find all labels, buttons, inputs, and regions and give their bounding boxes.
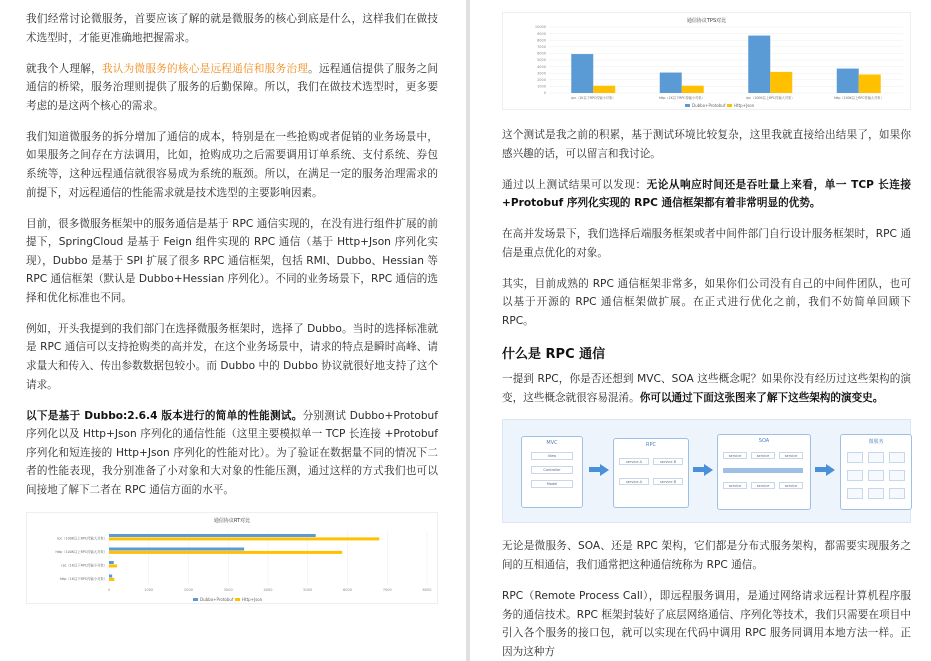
paragraph [26, 60, 438, 116]
paragraph: 无论是微服务、SOA、还是 RPC 架构，它们都是分布式服务架构，都需要实现服务之间的互相通信，我们通常把这种通信统称为 RPC 通信。 [502, 540, 911, 572]
category-label: http（100K以上RPC传输大对象） [833, 96, 884, 100]
soa-service: service [723, 452, 747, 459]
chart-title: 通信协议TPS对比 [686, 18, 727, 24]
category-label: rpc（1K以下RPC传输小对象） [61, 563, 107, 568]
rpc-box [613, 438, 689, 508]
category-label: rpc（1K以下RPC传输小对象） [571, 96, 616, 100]
architecture-diagram [502, 419, 911, 523]
paragraph [26, 407, 438, 500]
legend-label: Http+Json [734, 103, 755, 108]
paragraph [502, 176, 911, 213]
category-label: rpc（100K以上RPC传输大对象） [746, 96, 795, 100]
tick-label: 6000 [537, 51, 546, 56]
bar [109, 548, 244, 551]
soa-service: service [751, 452, 775, 459]
soa-title: SOA [758, 438, 770, 445]
soa-bus [723, 468, 803, 473]
text: 通过以上测试结果可以发现： [502, 178, 647, 191]
paragraph: 在高并发场景下，我们选择后端服务框架或者中间件部门自行设计服务框架时，RPC 通信是重点优化的对象。 [502, 228, 911, 259]
bar [109, 575, 112, 578]
text: 就我个人理解， [26, 62, 102, 75]
tick-label: 4000 [263, 588, 273, 592]
rpc-service: service A [619, 458, 649, 465]
paragraph: 我们知道微服务的拆分增加了通信的成本，特别是在一些抢购或者促销的业务场景中，如果服务之间存在方法调用，比如，抢购成功之后需要调用订单系统、支付系统、券包系统等，这种远程通信就很容易成为系统的瓶颈。所以，在满足一定的服务治理需求的前提下，对远程通信的性能需求就是技术选型的主要影响因素。 [26, 130, 438, 199]
right-page [470, 0, 931, 661]
tick-label: 7000 [382, 588, 392, 592]
bar [660, 73, 682, 93]
bold-text: 你可以通过下面这张图来了解下这些架构的演变史。 [639, 391, 884, 404]
tick-label: 7000 [537, 45, 546, 49]
chart-title: 通信协议RT对比 [213, 518, 251, 524]
paragraph [502, 370, 911, 407]
category-label: http（1K以下RPC传输小对象） [658, 96, 705, 100]
paragraph: 我们经常讨论微服务，首要应该了解的就是微服务的核心到底是什么，这样我们在做技术选型时，才能更准确地把握需求。 [26, 13, 438, 44]
legend-swatch [685, 104, 690, 107]
tick-label: 4000 [537, 64, 546, 69]
soa-service: service [779, 482, 803, 489]
tick-label: 1000 [537, 84, 546, 89]
bar [109, 578, 114, 581]
paragraph: RPC（Remote Process Call），即远程服务调用，是通过网络请求远程计算机程序服务的通信技术。RPC 框架封装好了底层网络通信、序列化等技术，我们只需要在项目中引入各个服务的接口包，就可以实现在代码中调用 RPC 服务同调用本地方法一样。正因为这种方 [502, 590, 911, 658]
bar [571, 54, 593, 93]
soa-service: service [751, 482, 775, 489]
mvc-controller: Controller [531, 466, 573, 474]
microservice-node [868, 488, 884, 499]
legend-label: Dubbo+Protobuf [692, 103, 726, 108]
text: 分别测试 Dubbo+Protobuf 序列化以及 Http+Json 序列化的通信性能（这里主要模拟单一 TCP 长连接 +Protobuf 序列化和短连接的 Http+Json 序列化的性能对比）。为了验证在数据量不同的情况下二者的性能表现，我分别准备了小对象和大对象的性能压测，通过这样的方式我们也可以间接地了解下二者在 RPC 通信方面的水平。 [26, 409, 438, 497]
bar [109, 551, 342, 554]
category-label: http（1K以下RPC传输小对象） [59, 576, 107, 581]
tick-label: 0 [107, 588, 111, 592]
microservice-node [847, 452, 863, 463]
text: 。远程通信提供了服务之间通信的桥梁，服务治理则提供了服务的后勤保障。所以，我们在做技术选型时，更多要考虑的是这两个核心的需求。 [26, 62, 439, 112]
tick-label: 5000 [537, 58, 546, 63]
category-label: http（100K以上RPC传输大对象） [55, 549, 107, 554]
rt-chart-svg [27, 513, 439, 605]
soa-service: service [779, 452, 803, 459]
bar [859, 75, 881, 93]
text: 一提到 RPC，你是否还想到 MVC、SOA 这些概念呢？如果你没有经历过这些架构的演变，这些概念就很容易混淆。 [502, 372, 911, 404]
arrow-right-icon [600, 464, 609, 476]
legend-label: Dubbo+Protobuf [200, 597, 234, 602]
tps-chart-svg [503, 13, 912, 111]
paragraph: 其实，目前成熟的 RPC 通信框架非常多，如果你们公司没有自己的中间件团队，也可以基于开源的 RPC 通信框架做扩展。在正式进行优化之前，我们不妨简单回顾下 RPC。 [502, 277, 911, 327]
tick-label: 10000 [534, 25, 546, 30]
bar [837, 69, 859, 93]
rpc-service: service B [653, 458, 683, 465]
tick-label: 5000 [303, 588, 313, 592]
mvc-model: Model [531, 480, 573, 488]
category-label: rpc（100K以上RPC传输大对象） [57, 536, 107, 541]
legend-swatch [193, 598, 198, 601]
tick-label: 2000 [537, 78, 546, 82]
bar [109, 534, 316, 537]
bar [770, 72, 792, 93]
tick-label: 0 [543, 91, 546, 96]
legend-label: Http+Json [242, 597, 263, 602]
rpc-service: service B [653, 478, 683, 485]
microservice-node [889, 452, 905, 463]
bar [748, 36, 770, 93]
legend-swatch [727, 104, 732, 107]
microservice-node [889, 470, 905, 481]
bold-text: 以下是基于 Dubbo:2.6.4 版本进行的简单的性能测试。 [26, 409, 303, 422]
rpc-title: RPC [646, 442, 656, 449]
tick-label: 9000 [537, 31, 546, 36]
bar [109, 537, 379, 540]
microservice-node [847, 488, 863, 499]
microservice-node [889, 488, 905, 499]
bar [109, 564, 117, 567]
bar [682, 86, 704, 93]
paragraph: 例如，开头我提到的我们部门在选择微服务框架时，选择了 Dubbo。当时的选择标准就是 RPC 通信可以支持抢购类的高并发，在这个业务场景中，请求的特点是瞬时高峰、请求量大和传入、传出参数数据包较小。而 Dubbo 中的 Dubbo 协议就很好地支持了这个请求。 [26, 322, 438, 391]
tick-label: 6000 [343, 588, 352, 592]
bar [109, 561, 114, 564]
bar [593, 86, 615, 93]
microservice-title: 微服务 [868, 439, 884, 446]
mvc-title: MVC [546, 440, 558, 447]
tick-label: 1000 [144, 588, 154, 592]
microservice-node [868, 452, 884, 463]
tick-label: 3000 [223, 588, 233, 592]
arrow-right-icon [826, 464, 835, 476]
soa-service: service [723, 482, 747, 489]
rpc-service: service A [619, 478, 649, 485]
tick-label: 8000 [537, 38, 546, 43]
rt-chart [26, 512, 438, 604]
tick-label: 3000 [537, 71, 546, 76]
bold-text: 无论从响应时间还是吞吐量上来看，单一 TCP 长连接 +Protobuf 序列化实现的 RPC 通信框架都有着非常明显的优势。 [502, 178, 912, 210]
arrow-right-icon [704, 464, 713, 476]
paragraph: 这个测试是我之前的积累，基于测试环境比较复杂，这里我就直接给出结果了，如果你感兴趣的话，可以留言和我讨论。 [502, 129, 911, 160]
tps-chart [502, 12, 911, 110]
mvc-view: View [531, 452, 573, 460]
legend-swatch [235, 598, 240, 601]
microservice-node [868, 470, 884, 481]
tick-label: 2000 [184, 588, 193, 592]
section-heading: 什么是 RPC 通信 [502, 346, 606, 362]
tick-label: 8000 [422, 588, 432, 592]
paragraph: 目前，很多微服务框架中的服务通信是基于 RPC 通信实现的，在没有进行组件扩展的前提下，SpringCloud 是基于 Feign 组件实现的 RPC 通信（基于 Http+Json 序列化实现），Dubbo 是基于 SPI 扩展了很多 RPC 通信框架，包括 RMI、Dubbo、Hessian 等 RPC 通信框架（默认是 Dubbo+Hessian 序列化）。不同的业务场景下，RPC 通信的选择和优化标准也不同。 [26, 217, 438, 304]
highlight-text: 我认为微服务的核心是远程通信和服务治理 [101, 62, 309, 75]
microservice-node [847, 470, 863, 481]
